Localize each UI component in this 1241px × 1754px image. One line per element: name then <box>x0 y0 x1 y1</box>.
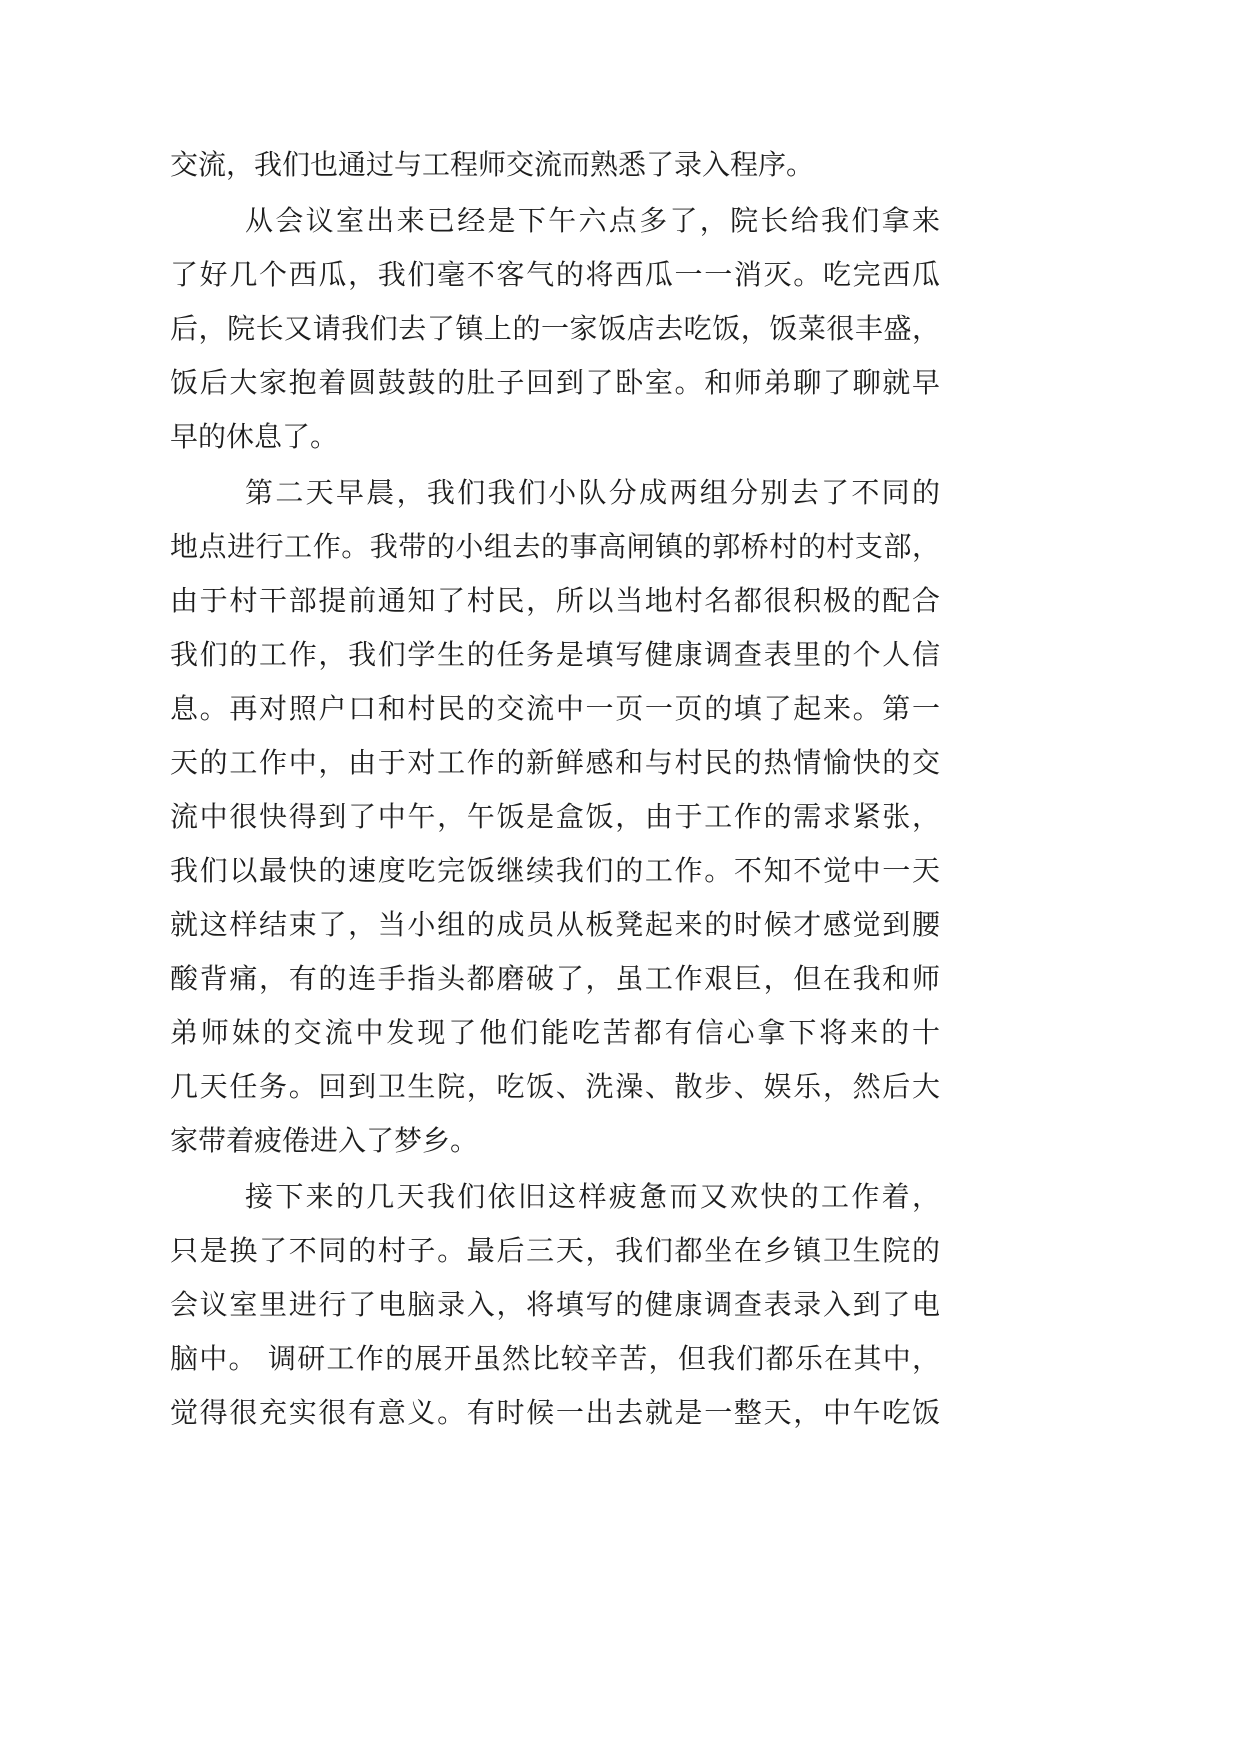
text-line: 饭后大家抱着圆鼓鼓的肚子回到了卧室。和师弟聊了聊就早 <box>170 366 940 399</box>
text-line: 觉得很充实很有意义。有时候一出去就是一整天，中午吃饭 <box>170 1396 940 1429</box>
text-line: 交流，我们也通过与工程师交流而熟悉了录入程序。 <box>170 148 815 181</box>
text-line: 地点进行工作。我带的小组去的事高闸镇的郭桥村的村支部， <box>170 530 940 563</box>
document-page <box>170 138 940 1442</box>
text-line: 了好几个西瓜，我们毫不客气的将西瓜一一消灭。吃完西瓜 <box>170 258 940 291</box>
text-line: 几天任务。回到卫生院，吃饭、洗澡、散步、娱乐，然后大 <box>170 1070 940 1103</box>
text-line: 天的工作中，由于对工作的新鲜感和与村民的热情愉快的交 <box>170 746 940 779</box>
text-line: 流中很快得到了中午，午饭是盒饭，由于工作的需求紧张， <box>170 800 940 833</box>
text-line: 从会议室出来已经是下午六点多了，院长给我们拿来 <box>245 204 940 237</box>
text-line: 第二天早晨，我们我们小队分成两组分别去了不同的 <box>245 476 940 509</box>
paragraph-second-day <box>170 466 940 1168</box>
text-line: 接下来的几天我们依旧这样疲惫而又欢快的工作着， <box>245 1180 940 1213</box>
text-line: 家带着疲倦进入了梦乡。 <box>170 1124 479 1157</box>
text-line: 脑中。 调研工作的展开虽然比较辛苦，但我们都乐在其中， <box>170 1342 940 1375</box>
text-line: 弟师妹的交流中发现了他们能吃苦都有信心拿下将来的十 <box>170 1016 940 1049</box>
text-line: 我们的工作，我们学生的任务是填写健康调查表里的个人信 <box>170 638 940 671</box>
text-line: 只是换了不同的村子。最后三天，我们都坐在乡镇卫生院的 <box>170 1234 940 1267</box>
text-line: 息。再对照户口和村民的交流中一页一页的填了起来。第一 <box>170 692 940 725</box>
text-line: 就这样结束了，当小组的成员从板凳起来的时候才感觉到腰 <box>170 908 940 941</box>
text-line: 我们以最快的速度吃完饭继续我们的工作。不知不觉中一天 <box>170 854 940 887</box>
text-line: 早的休息了。 <box>170 420 339 453</box>
text-line: 后，院长又请我们去了镇上的一家饭店去吃饭，饭菜很丰盛， <box>170 312 940 345</box>
paragraph-following-days <box>170 1170 940 1440</box>
paragraph-continued <box>170 138 940 192</box>
text-line: 酸背痛，有的连手指头都磨破了，虽工作艰巨，但在我和师 <box>170 962 940 995</box>
text-line: 由于村干部提前通知了村民，所以当地村名都很积极的配合 <box>170 584 940 617</box>
paragraph-meeting-room <box>170 194 940 464</box>
text-line: 会议室里进行了电脑录入，将填写的健康调查表录入到了电 <box>170 1288 940 1321</box>
